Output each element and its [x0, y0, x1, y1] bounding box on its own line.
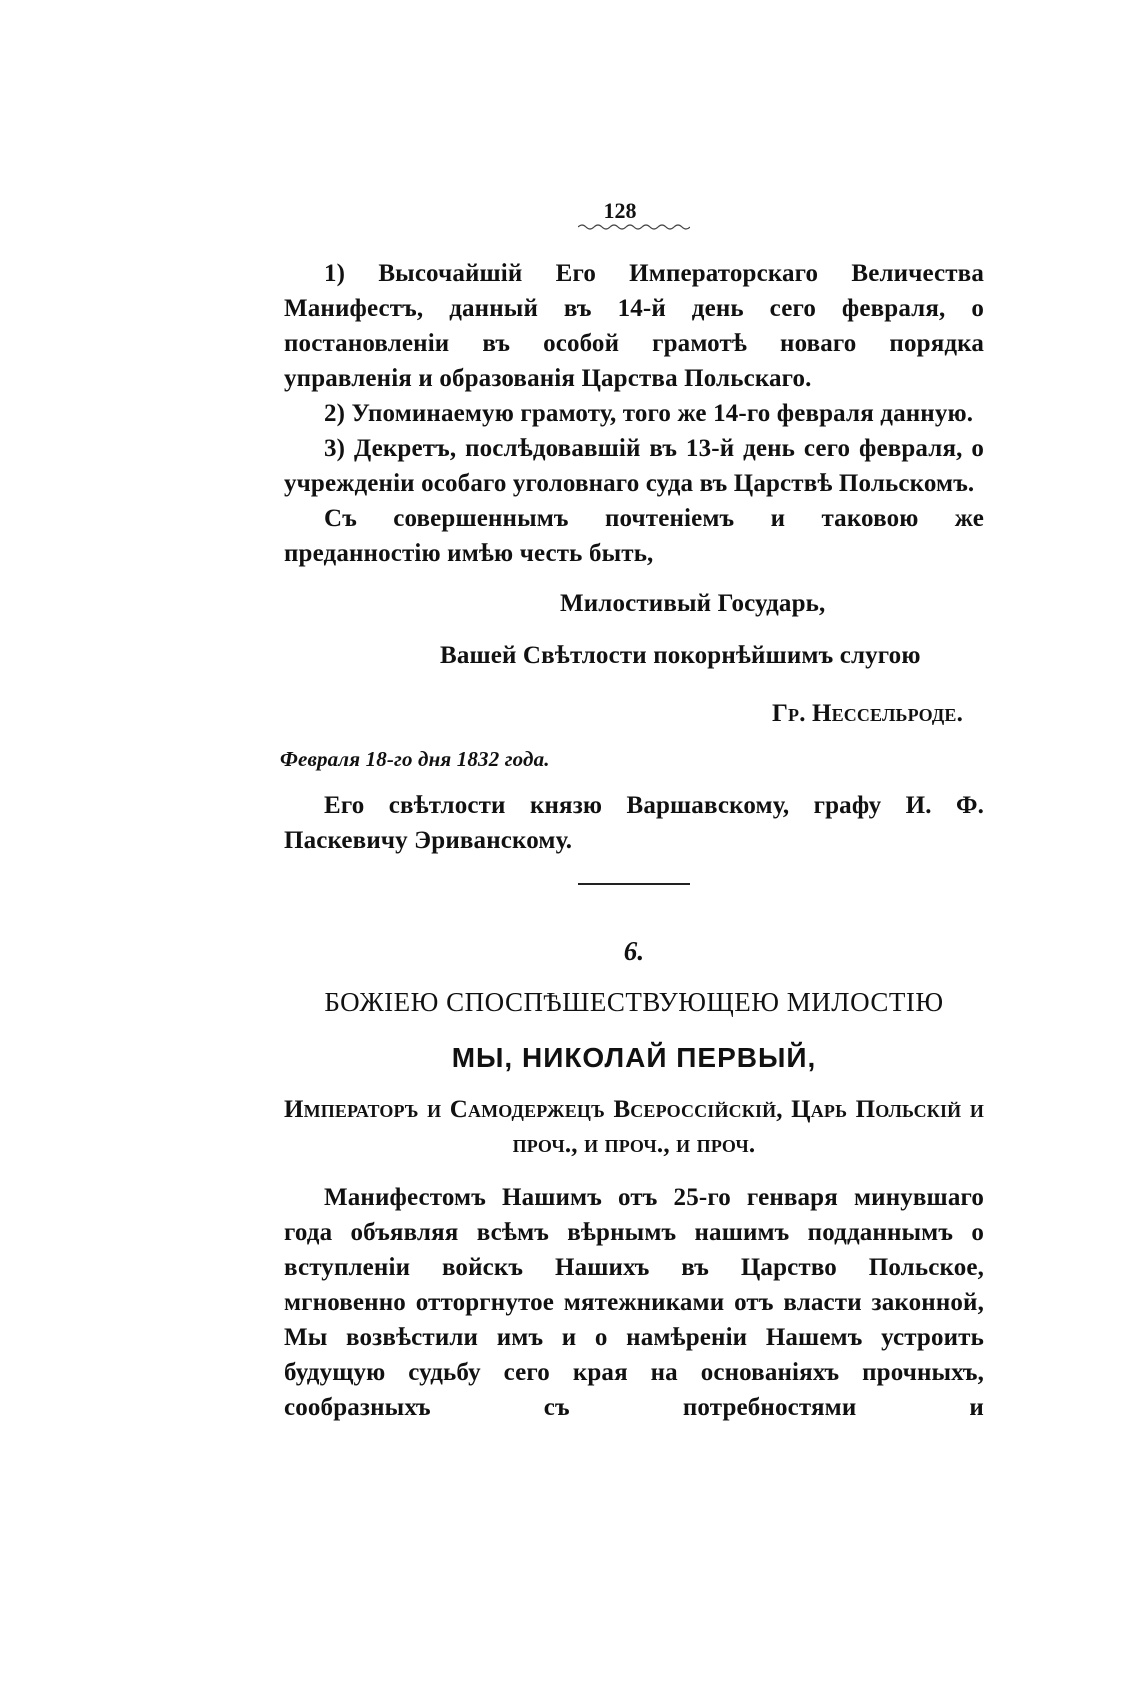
closing-formula: Вашей Свѣтлости покорнѣйшимъ слугою	[440, 642, 921, 669]
manifest-body	[284, 1180, 984, 1425]
enclosure-item-1: 1) Высочайшій Его Императорскаго Величества Манифестъ, данный въ 14-й день сего февраля, о постановленіи въ особой грамотѣ новаго порядка управленія и образованія Царства Польскаго.	[284, 260, 984, 392]
section-divider	[578, 883, 690, 885]
page-number: 128	[603, 198, 637, 223]
enclosure-item-2: 2) Упоминаемую грамоту, того же 14-го февраля данную.	[324, 400, 974, 427]
title-block	[284, 1092, 984, 1162]
letter-closing-paragraph: Съ совершеннымъ почтеніемъ и таковою же преданностію имѣю честь быть,	[284, 505, 984, 567]
manifest-paragraph: Манифестомъ Нашимъ отъ 25-го генваря минувшаго года объявляя всѣмъ вѣрнымъ нашимъ подданнымъ о вступленіи войскъ Нашихъ въ Царство Польское, мгновенно отторгнутое мятежниками отъ власти законной, Мы возвѣстили имъ и о намѣреніи Нашемъ устроить будущую судьбу сего края на основаніяхъ прочныхъ, сообразныхъ съ потребностями и	[284, 1184, 984, 1421]
enclosure-item-3: 3) Декретъ, послѣдовавшій въ 13-й день сего февраля, о учрежденіи особаго уголовнаго суда въ Царствѣ Польскомъ.	[284, 435, 984, 497]
heading-emperor-name: МЫ, НИКОЛАЙ ПЕРВЫЙ,	[451, 1042, 817, 1073]
signature: Гр. Нессельроде.	[772, 700, 963, 727]
addressee: Его свѣтлости князю Варшавскому, графу И. Ф. Паскевичу Эриванскому.	[284, 792, 984, 854]
wavy-underline-ornament	[578, 222, 690, 232]
salutation: Милостивый Государь,	[560, 590, 826, 617]
section-number: 6.	[623, 936, 645, 966]
letter-date: Февраля 18-го дня 1832 года.	[280, 747, 550, 771]
emperor-title: Императоръ и Самодержецъ Всероссійскій, Царь Польскій и проч., и проч., и проч.	[284, 1096, 984, 1158]
letter-body	[284, 256, 984, 571]
heading-grace-line: БОЖІЕЮ СПОСПѢШЕСТВУЮЩЕЮ МИЛОСТІЮ	[324, 987, 944, 1017]
addressee-block	[284, 788, 984, 858]
